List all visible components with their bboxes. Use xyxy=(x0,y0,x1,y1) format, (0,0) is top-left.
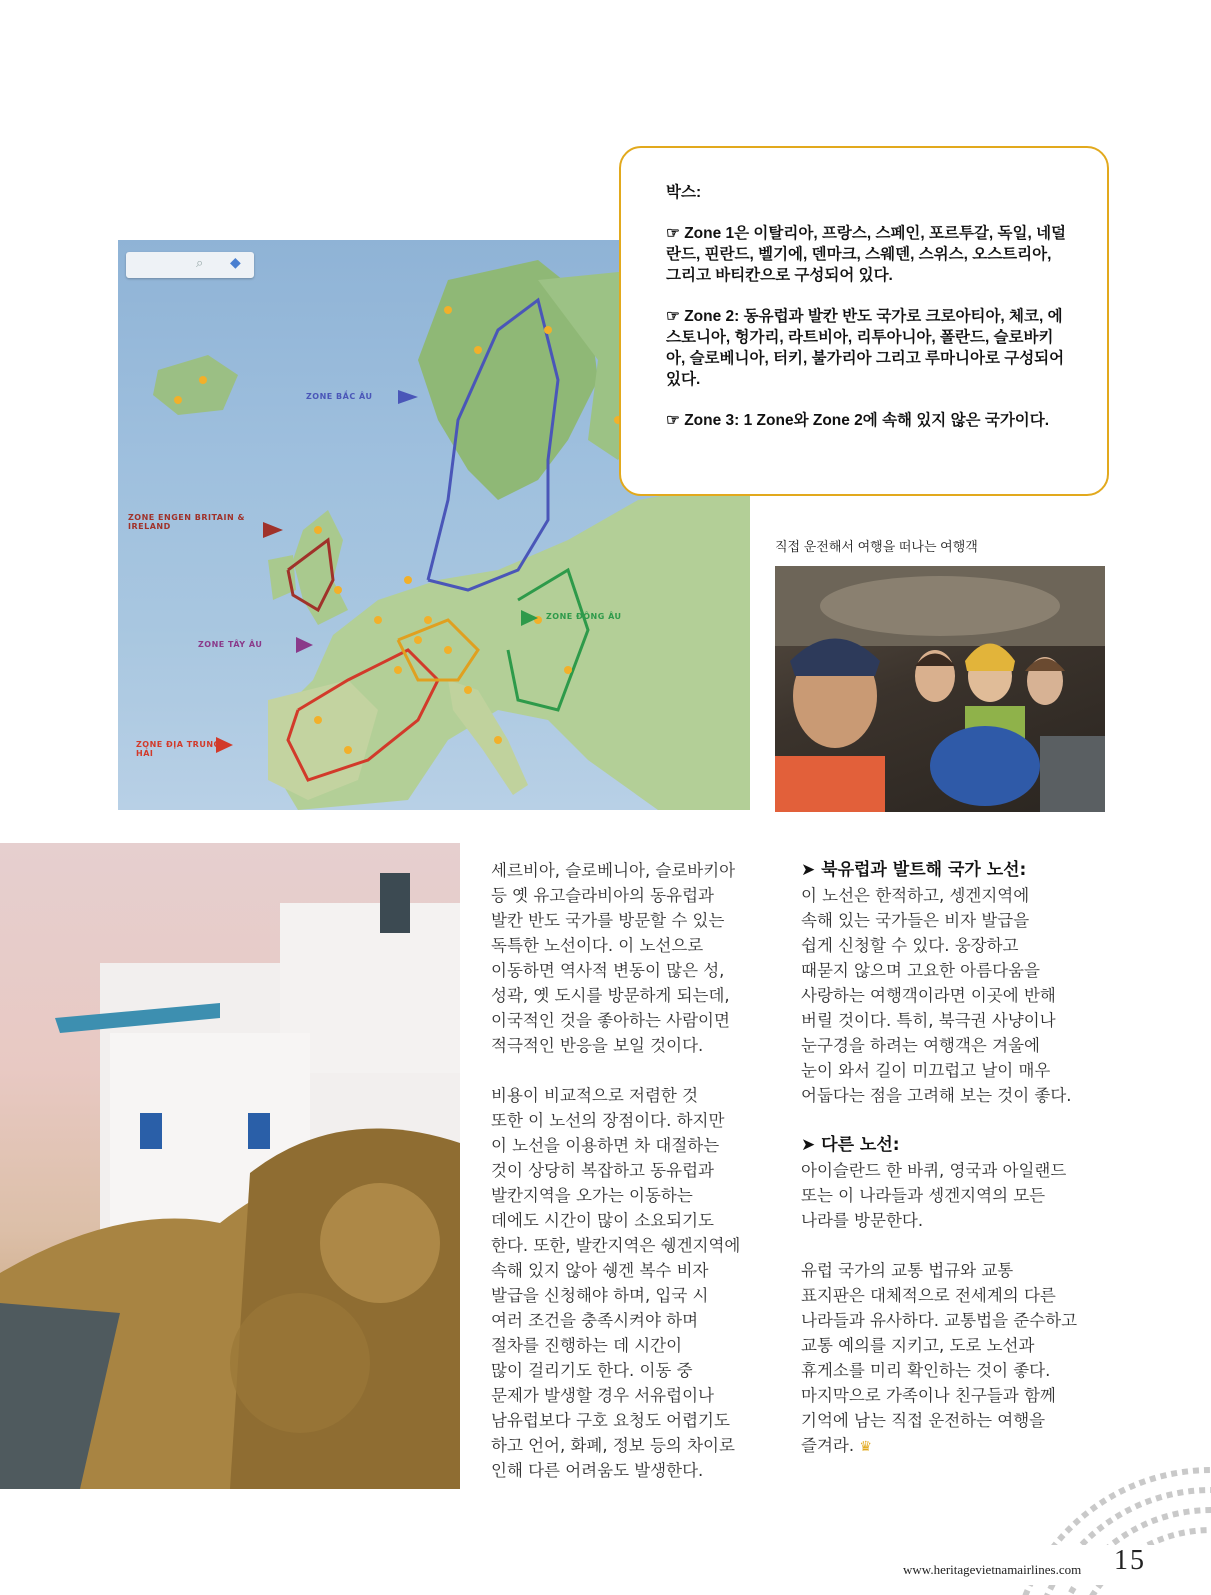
map-label-uk: ZONE ENGEN BRITAIN & IRELAND xyxy=(128,513,245,531)
col2-paragraph-3: 유럽 국가의 교통 법규와 교통 표지판은 대체적으로 전세계의 다른 나라들과 유사하다. 교통법을 준수하고 교통 예의를 지키고, 도로 노선과 휴게소를 미리 확인하는 것이 좋다. 마지막으로 가족이나 친구들과 함께 기억에 남는 직접 운전하는 여행을 즐겨라. ♛ xyxy=(801,1258,1111,1460)
col1-paragraph-2: 비용이 비교적으로 저렴한 것 또한 이 노선의 장점이다. 하지만 이 노선을 이용하면 차 대절하는 것이 상당히 복잡하고 동유럽과 발칸지역을 오가는 이동하는 데에도 시간이 많이 소요되기도 한다. 또한, 발칸지역은 쉥겐지역에 속해 있지 않아 쉥겐 복수 비자 발급을 신청해야 하며, 입국 시 여러 조건을 충족시켜야 하며 절차를 진행하는 데 시간이 많이 걸리기도 한다. 이동 중 문제가 발생할 경우 서유럽이나 남유럽보다 구호 요청도 어렵기도 하고 언어, 화폐, 정보 등의 차이로 인해 다른 어려움도 발생한다. xyxy=(491,1086,741,1480)
article-column-2 xyxy=(801,858,1111,1485)
page-number: 15 xyxy=(1114,1545,1146,1576)
map-label-south: ZONE ĐỊA TRUNG HẢI xyxy=(136,740,221,758)
heading-nordic-baltic: ➤ 북유럽과 발트해 국가 노선: xyxy=(801,860,1027,880)
search-icon[interactable]: ⌕ xyxy=(196,256,204,271)
map-search-bar[interactable] xyxy=(126,252,254,278)
zone1-text: ☞ Zone 1은 이탈리아, 프랑스, 스페인, 포르투갈, 독일, 네덜란드, 핀란드, 벨기에, 덴마크, 스웨덴, 스위스, 오스트리아, 그리고 바티칸으로 구성되어 있다. xyxy=(666,225,1067,284)
zone-info-box xyxy=(619,146,1109,496)
directions-icon[interactable]: ◆ xyxy=(230,255,241,271)
box-title: 박스: xyxy=(666,184,702,201)
santorini-photo xyxy=(0,843,460,1489)
article-column-1 xyxy=(491,858,781,1508)
map-label-west: ZONE TÂY ÂU xyxy=(198,640,263,649)
website-url: www.heritagevietnamairlines.com xyxy=(903,1562,1082,1577)
col2-paragraph-1: 이 노선은 한적하고, 셍겐지역에 속해 있는 국가들은 비자 발급을 쉽게 신청할 수 있다. 웅장하고 때묻지 않으며 고요한 아름다움을 사랑하는 여행객이라면 이곳에 반해 버릴 것이다. 특히, 북극권 사냥이나 눈구경을 하려는 여행객은 겨울에 눈이 와서 길이 미끄럽고 날이 매우 어둡다는 점을 고려해 보는 것이 좋다. xyxy=(801,886,1072,1105)
zone2-text: ☞ Zone 2: 동유럽과 발칸 반도 국가로 크로아티아, 체코, 에스토니아, 헝가리, 라트비아, 리투아니아, 폴란드, 슬로바키아, 슬로베니아, 터키, 불가리아 그리고 루마니아로 구성되어 있다. xyxy=(666,308,1065,388)
map-label-east: ZONE ĐÔNG ÂU xyxy=(546,612,622,621)
heading-other-routes: ➤ 다른 노선: xyxy=(801,1135,900,1155)
map-label-north: ZONE BẮC ÂU xyxy=(306,392,373,401)
zone3-text: ☞ Zone 3: 1 Zone와 Zone 2에 속해 있지 않은 국가이다. xyxy=(666,412,1050,429)
lotus-icon: ♛ xyxy=(859,1439,872,1455)
col2-paragraph-2: 아이슬란드 한 바퀴, 영국과 아일랜드 또는 이 나라들과 셍겐지역의 모든 나라를 방문한다. xyxy=(801,1161,1067,1230)
col1-paragraph-1: 세르비아, 슬로베니아, 슬로바키아 등 옛 유고슬라비아의 동유럽과 발칸 반도 국가를 방문할 수 있는 독특한 노선이다. 이 노선으로 이동하면 역사적 변동이 많은 성, 성곽, 옛 도시를 방문하게 되는데, 이국적인 것을 좋아하는 사람이면 적극적인 반응을 보일 것이다. xyxy=(491,861,736,1055)
photo-caption: 직접 운전해서 여행을 떠나는 여행객 xyxy=(775,539,978,554)
car-travelers-photo xyxy=(775,566,1105,812)
